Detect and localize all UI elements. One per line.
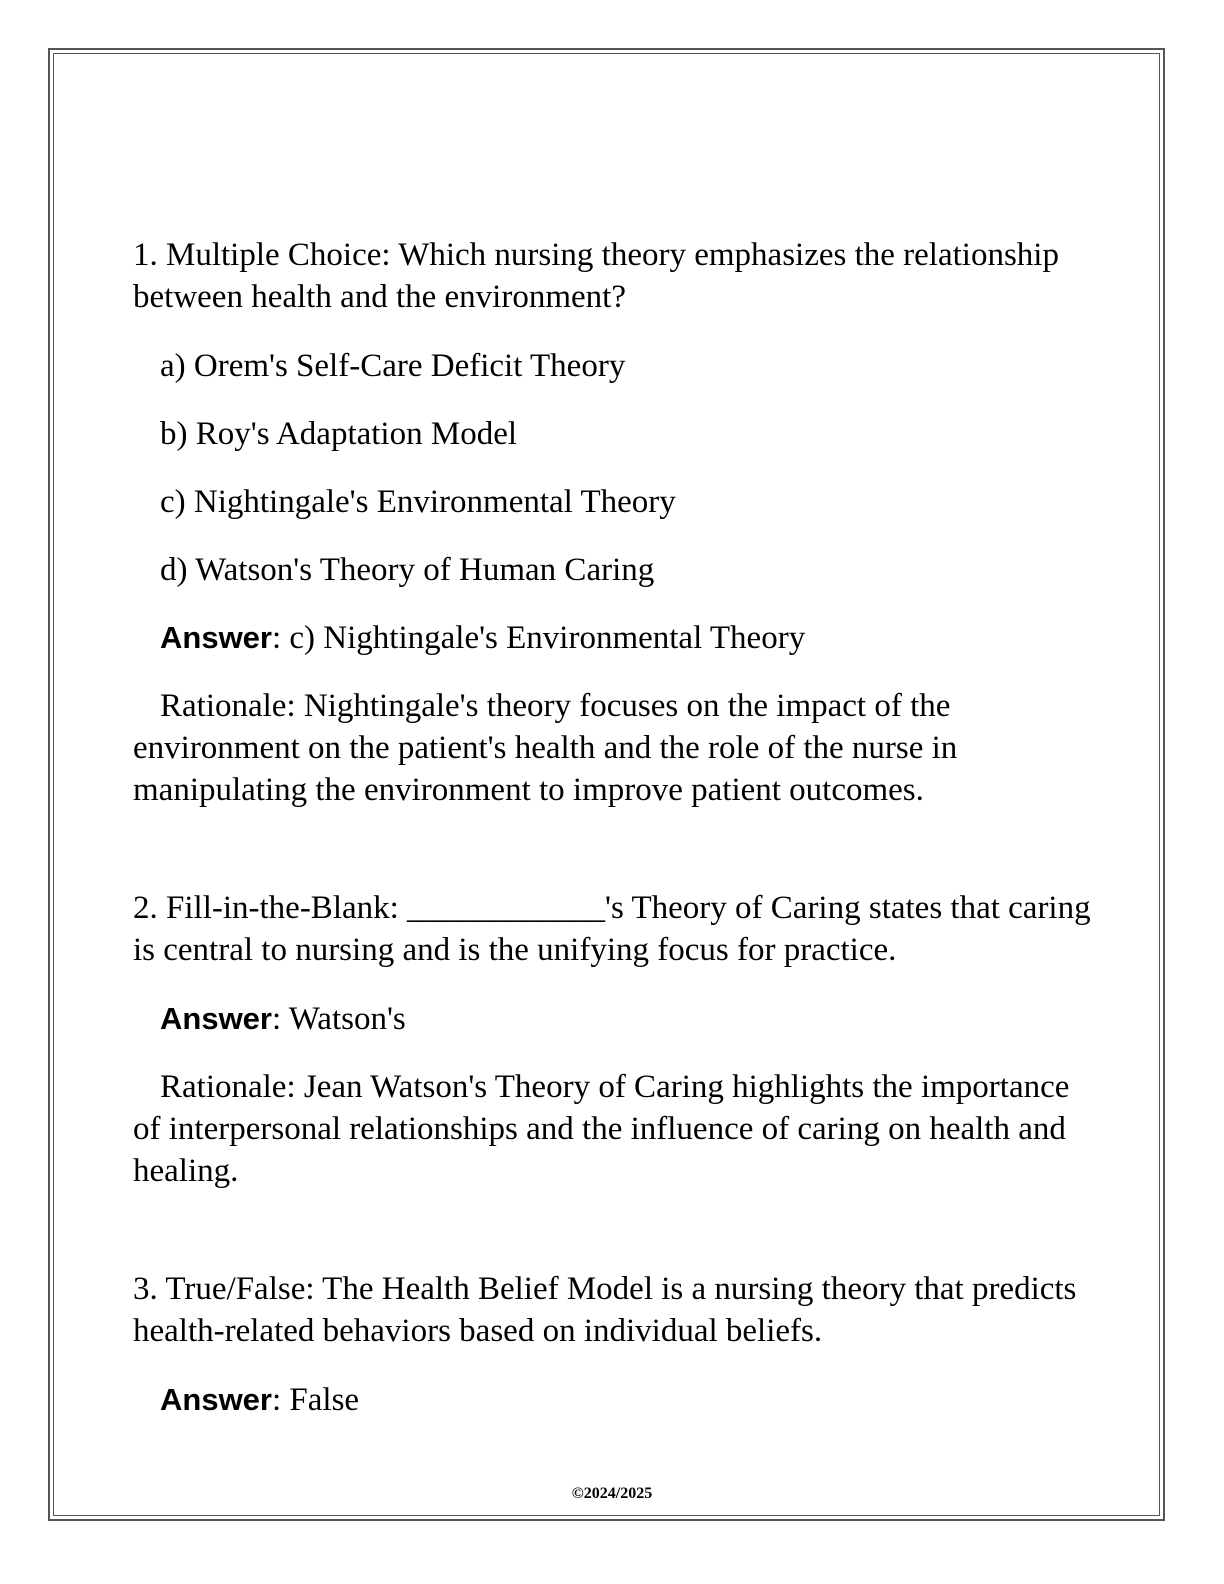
option-d: d) Watson's Theory of Human Caring [160, 552, 655, 588]
question-stem: 2. Fill-in-the-Blank: ____________'s Theory of Caring states that caring is central to nursing and is the unifying focus for practice. [133, 890, 1091, 968]
question-2 [133, 887, 1093, 1192]
answer-label: Answer [160, 1382, 272, 1417]
option-a: a) Orem's Self-Care Deficit Theory [160, 348, 626, 384]
document-body [133, 234, 1093, 1447]
answer-label: Answer [160, 620, 272, 655]
answer-label: Answer [160, 1001, 272, 1036]
answer-line [160, 617, 1093, 659]
option-b: b) Roy's Adaptation Model [160, 416, 518, 452]
answer-value: : c) Nightingale's Environmental Theory [271, 620, 806, 656]
rationale: Rationale: Nightingale's theory focuses on the impact of the environment on the patient's health and the role of the nurse in manipulating the environment to improve patient outcomes. [133, 688, 958, 808]
answer-value: : Watson's [271, 1001, 406, 1037]
question-1 [133, 234, 1093, 811]
option-c: c) Nightingale's Environmental Theory [160, 484, 676, 520]
answer-line [160, 1379, 1093, 1421]
answer-value: : False [271, 1382, 360, 1418]
question-stem: 3. True/False: The Health Belief Model is a nursing theory that predicts health-related behaviors based on individual beliefs. [133, 1271, 1077, 1349]
question-stem: 1. Multiple Choice: Which nursing theory emphasizes the relationship between health and the environment? [133, 237, 1059, 315]
question-3 [133, 1268, 1093, 1421]
rationale: Rationale: Jean Watson's Theory of Caring highlights the importance of interpersonal relationships and the influence of caring on health and healing. [133, 1069, 1070, 1189]
copyright-footer: ©2024/2025 [571, 1485, 653, 1502]
answer-line [160, 998, 1093, 1040]
